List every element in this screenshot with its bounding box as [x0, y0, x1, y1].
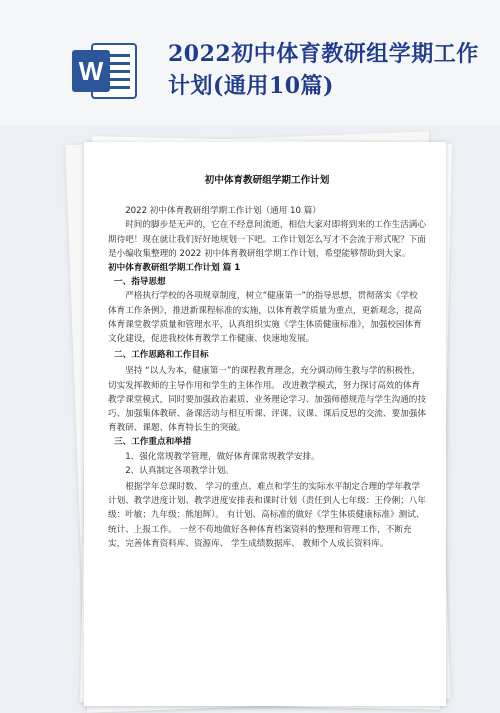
document-subtitle: 2022 初中体育教研组学期工作计划（通用 10 篇） [125, 206, 321, 217]
section-heading: 一、指导思想 [114, 277, 166, 288]
list-item: 2、认真制定各项教学计划。 [125, 465, 234, 476]
document-body [108, 174, 426, 551]
word-document-icon [70, 40, 140, 102]
document-page [84, 142, 446, 706]
section-paragraph: 根据学年总课时数、 学习的重点、难点和学生的实际水平制定合理的学年教学计划、教学进度计划、教学进度安排表和课时计划（责任到人七年级：王伶俐；八年级：叶敏；九年级：熊旭辉）。 有计划、高标准的做好《学生体质健康标准》测试、统计、上报工作。 一丝不苟地做好各种体育档案资料的整理和管理工作，不断充实，完善体育资料库、资源库、 学生成绩数据库、 教师个人成长资料库。 [108, 482, 426, 549]
section-paragraph: 严格执行学校的各项规章制度，树立“健康第一”的指导思想，贯彻落实《学校体育工作条例》，推进新课程标准的实施，以体育教学质量为重点，更新观念，提高体育课堂教学质量和管理水平，认真组织实施《学生体质健康标准》，加强校园体育文化建设，促进我校体育教学工作健康、快速地发展。 [108, 291, 422, 345]
section-heading: 二、工作思路和工作目标 [114, 350, 209, 361]
intro-paragraph: 时间的脚步是无声的，它在不经意间流逝，相信大家对即将到来的工作生活满心期待吧！现在就让我们好好地规划一下吧。工作计划怎么写才不会流于形式呢？下面是小编收集整理的 2022 初中体育教研组学期工作计划，希望能够帮助到大家。 [108, 220, 426, 259]
page-title: 2022初中体育教研组学期工作计划(通用10篇) [168, 41, 479, 99]
document-title: 初中体育教研组学期工作计划 [204, 175, 330, 186]
svg-text:W: W [78, 56, 104, 86]
part-title: 初中体育教研组学期工作计划 篇 1 [108, 263, 241, 274]
section-heading: 三、工作重点和举措 [114, 437, 192, 448]
header-banner [0, 0, 500, 125]
list-item: 1、强化常规教学管理，做好体育课常规教学安排。 [125, 451, 320, 462]
section-paragraph: 坚持 “以人为本，健康第一”的课程教育理念，充分调动师生教与学的积极性，切实发挥教师的主导作用和学生的主体作用。 改进教学模式，努力探讨高效的体育教学课堂模式，同时要加强政治素质、业务理论学习、加强师德规范与学生沟通的技巧、加强集体教研、备课活动与相互听课、评课、议课、课后反思的交流、要加强体育教研、课题、体育特长生的突破。 [108, 366, 426, 434]
